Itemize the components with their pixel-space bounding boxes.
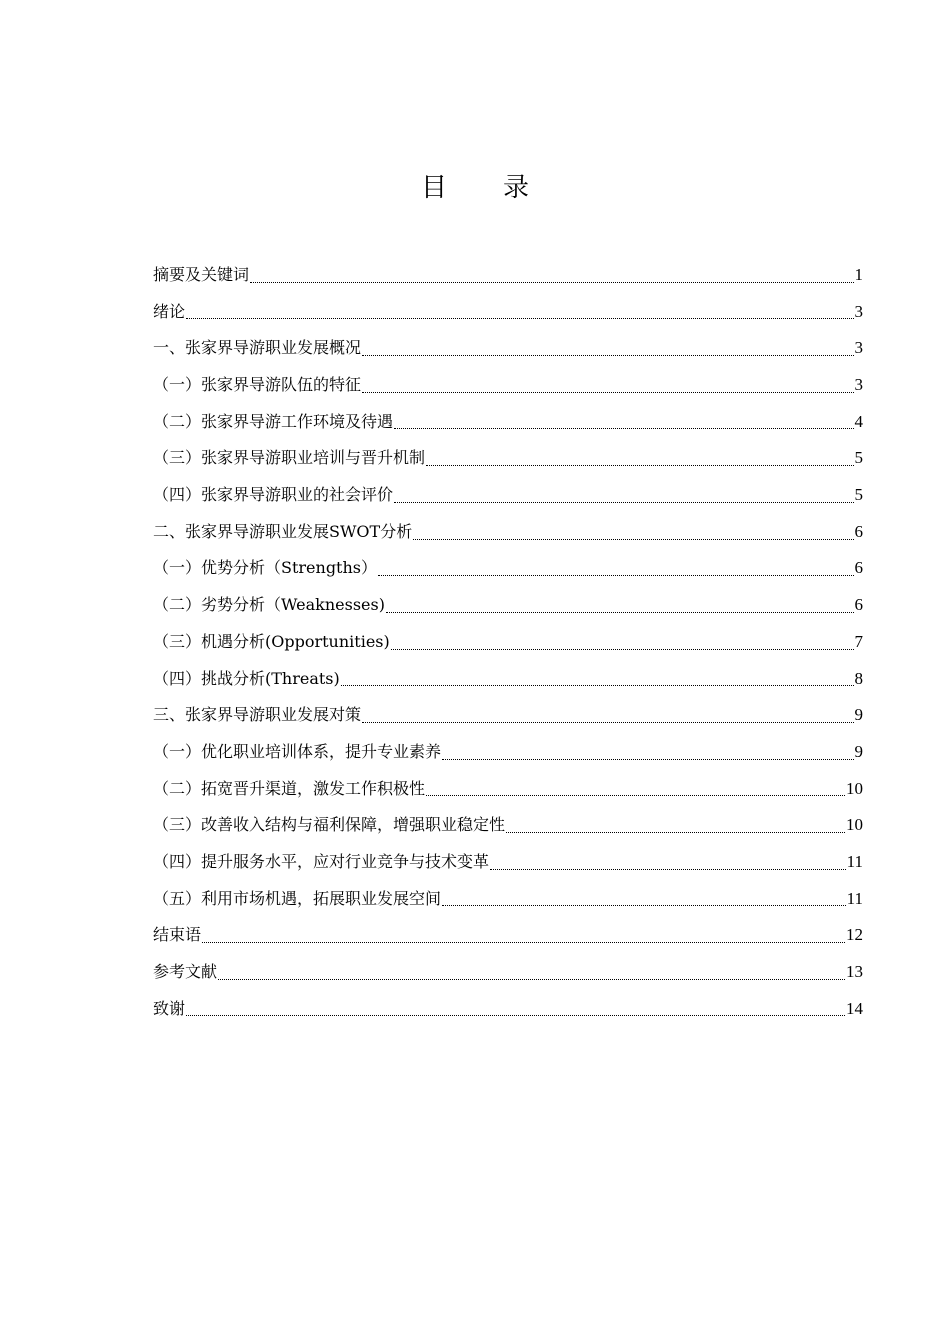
toc-entry-page: 5 [854, 485, 863, 505]
dot-leader [202, 942, 845, 943]
toc-entry[interactable] [153, 477, 863, 514]
dot-leader [391, 649, 854, 650]
toc-entry-label: 二、张家界导游职业发展SWOT分析 [153, 521, 413, 541]
dot-leader [362, 355, 853, 356]
toc-list [153, 257, 863, 1027]
toc-entry-label: 三、张家界导游职业发展对策 [153, 705, 362, 725]
toc-entry-page: 3 [854, 375, 863, 395]
toc-entry-page: 5 [854, 448, 863, 468]
dot-leader [442, 905, 846, 906]
toc-entry[interactable] [153, 991, 863, 1028]
dot-leader [250, 282, 853, 283]
toc-entry[interactable] [153, 844, 863, 881]
toc-entry-label: （一）张家界导游队伍的特征 [153, 375, 362, 395]
toc-entry[interactable] [153, 294, 863, 331]
toc-entry-page: 10 [846, 815, 863, 835]
toc-entry-label: （一）优势分析（Strengths） [153, 558, 378, 578]
toc-entry-label: （一）优化职业培训体系，提升专业素养 [153, 741, 442, 761]
toc-entry-page: 9 [854, 741, 863, 761]
toc-entry[interactable] [153, 734, 863, 771]
toc-entry-label: 结束语 [153, 925, 202, 945]
toc-entry[interactable] [153, 514, 863, 551]
toc-entry[interactable] [153, 257, 863, 294]
toc-entry[interactable] [153, 881, 863, 918]
dot-leader [186, 318, 853, 319]
toc-entry-page: 11 [846, 851, 863, 871]
toc-entry-page: 7 [854, 631, 863, 651]
toc-entry-label: （四）提升服务水平，应对行业竞争与技术变革 [153, 851, 490, 871]
toc-entry-page: 11 [846, 888, 863, 908]
toc-entry[interactable] [153, 587, 863, 624]
toc-entry-label: 一、张家界导游职业发展概况 [153, 338, 362, 358]
toc-entry-label: （三）张家界导游职业培训与晋升机制 [153, 448, 426, 468]
toc-entry-label: 参考文献 [153, 962, 218, 982]
dot-leader [506, 832, 845, 833]
toc-entry[interactable] [153, 771, 863, 808]
toc-entry-label: （三）机遇分析(Opportunities) [153, 631, 390, 651]
toc-entry-page: 8 [854, 668, 863, 688]
toc-entry-label: （二）劣势分析（Weaknesses) [153, 595, 385, 615]
dot-leader [378, 575, 853, 576]
toc-entry-page: 12 [846, 925, 863, 945]
dot-leader [341, 685, 854, 686]
toc-entry[interactable] [153, 551, 863, 588]
toc-entry-page: 6 [854, 521, 863, 541]
toc-entry-page: 1 [854, 264, 863, 284]
dot-leader [394, 428, 853, 429]
toc-entry[interactable] [153, 330, 863, 367]
toc-entry-label: （二）拓宽晋升渠道，激发工作积极性 [153, 778, 426, 798]
toc-entry-label: 摘要及关键词 [153, 264, 250, 284]
toc-entry[interactable] [153, 367, 863, 404]
dot-leader [426, 465, 853, 466]
toc-entry[interactable] [153, 807, 863, 844]
toc-entry-page: 10 [846, 778, 863, 798]
dot-leader [362, 722, 853, 723]
toc-entry[interactable] [153, 697, 863, 734]
toc-entry[interactable] [153, 404, 863, 441]
dot-leader [218, 979, 845, 980]
toc-entry-label: 绪论 [153, 301, 186, 321]
toc-entry-page: 3 [854, 338, 863, 358]
dot-leader [386, 612, 854, 613]
toc-entry-label: （四）挑战分析(Threats) [153, 668, 340, 688]
toc-entry-label: （四）张家界导游职业的社会评价 [153, 485, 394, 505]
toc-entry-page: 6 [854, 558, 863, 578]
toc-entry-page: 6 [854, 595, 863, 615]
toc-title: 目录 [420, 173, 585, 203]
dot-leader [413, 539, 853, 540]
dot-leader [426, 795, 845, 796]
dot-leader [490, 869, 846, 870]
toc-entry-label: （三）改善收入结构与福利保障，增强职业稳定性 [153, 815, 506, 835]
toc-entry[interactable] [153, 917, 863, 954]
toc-entry-page: 14 [846, 998, 863, 1018]
toc-entry-page: 13 [846, 962, 863, 982]
toc-entry[interactable] [153, 661, 863, 698]
dot-leader [362, 392, 853, 393]
toc-entry-page: 3 [854, 301, 863, 321]
toc-entry-label: （二）张家界导游工作环境及待遇 [153, 411, 394, 431]
dot-leader [442, 759, 853, 760]
toc-entry-page: 9 [854, 705, 863, 725]
dot-leader [186, 1015, 845, 1016]
dot-leader [394, 502, 853, 503]
toc-entry[interactable] [153, 624, 863, 661]
toc-entry-label: 致谢 [153, 998, 186, 1018]
toc-entry[interactable] [153, 954, 863, 991]
toc-entry-page: 4 [854, 411, 863, 431]
toc-entry[interactable] [153, 440, 863, 477]
toc-entry-label: （五）利用市场机遇，拓展职业发展空间 [153, 888, 442, 908]
